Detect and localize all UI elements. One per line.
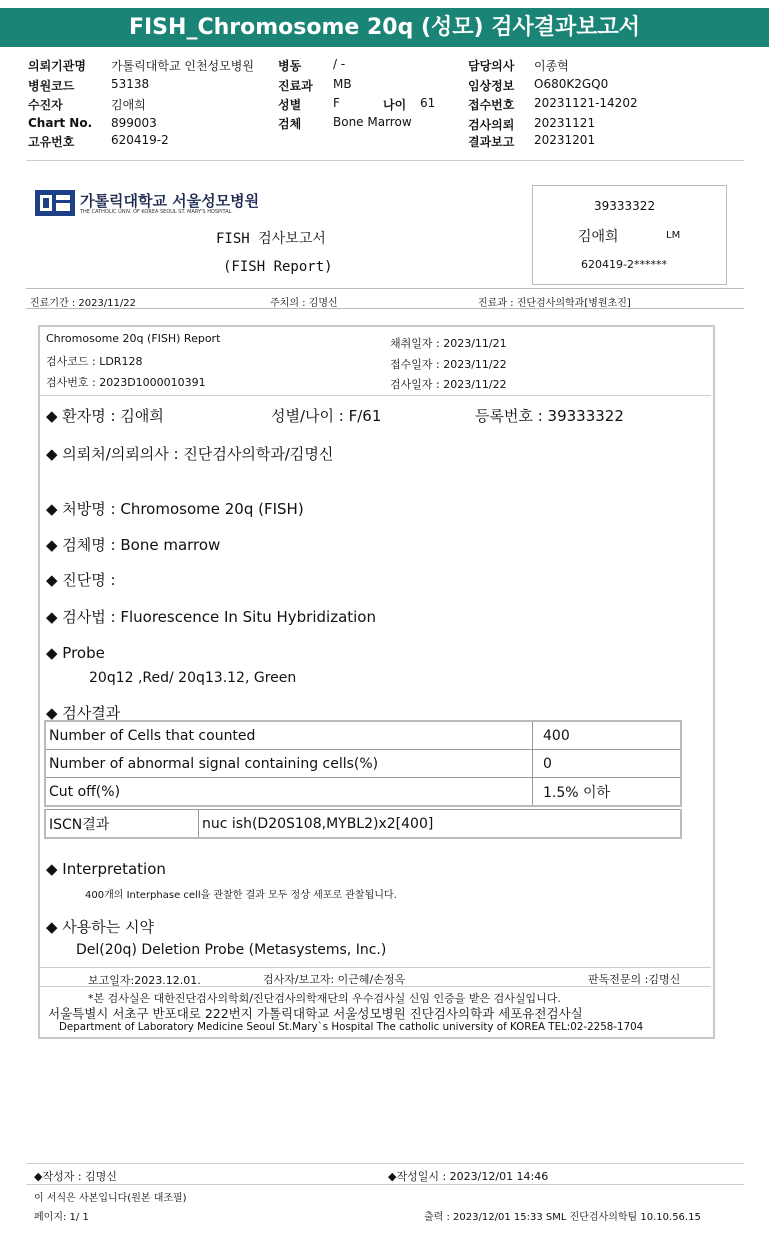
test-number: 검사번호 : 2023D1000010391 — [46, 376, 206, 389]
iscn-table — [44, 809, 682, 839]
visit-dept: 진료과 : 진단검사의학과[병원초진] — [478, 298, 631, 309]
header-value: 53138 — [111, 77, 150, 91]
header-value: 가톨릭대학교 인천성모병원 — [111, 59, 254, 73]
probe-value: 20q12 ,Red/ 20q13.12, Green — [89, 670, 297, 686]
report-subtitle: (FISH Report) — [223, 259, 333, 275]
table-row — [45, 721, 681, 750]
header-label: 병동 — [278, 59, 302, 73]
results-table — [44, 720, 682, 807]
reagent-label: ◆ 사용하는 시약 — [46, 918, 155, 936]
divider — [26, 1163, 744, 1164]
header-value: 20231121 — [534, 116, 596, 130]
patient-name: ◆ 환자명 : 김애희 — [46, 407, 164, 425]
header-label: 검사의뢰 — [468, 118, 515, 132]
divider — [26, 160, 744, 161]
patient-id-number: 39333322 — [594, 199, 656, 213]
divider — [40, 395, 711, 396]
lab-department-en: Department of Laboratory Medicine Seoul St.Mary`s Hospital The catholic university of KOREA TEL:02-2258-1704 — [59, 1021, 644, 1033]
header-label: 임상정보 — [468, 79, 515, 93]
header-value: F — [333, 96, 340, 110]
divider — [26, 1184, 744, 1185]
patient-id-name: 김애희 — [578, 229, 619, 245]
prescription: ◆ 처방명 : Chromosome 20q (FISH) — [46, 500, 304, 518]
diagnosis: ◆ 진단명 : — [46, 571, 116, 589]
patient-id-code: LM — [666, 230, 681, 241]
report-date: 보고일자:2023.12.01. — [88, 974, 201, 987]
table-row — [45, 750, 681, 778]
header-label: 접수번호 — [468, 98, 515, 112]
header-label: 성별 — [278, 98, 302, 112]
receive-date: 접수일자 : 2023/11/22 — [390, 358, 507, 371]
header-label: Chart No. — [28, 116, 93, 130]
header-label: 결과보고 — [468, 135, 515, 149]
patient-reg-number: 등록번호 : 39333322 — [475, 407, 624, 425]
header-value: 20231201 — [534, 133, 596, 147]
probe-label: ◆ Probe — [46, 644, 105, 662]
writer: ◆작성자 : 김명신 — [34, 1170, 117, 1183]
header-label: 의뢰기관명 — [28, 59, 86, 73]
test-code: 검사코드 : LDR128 — [46, 355, 143, 368]
iscn-label: ISCN결과 — [45, 810, 199, 839]
written-time: ◆작성일시 : 2023/12/01 14:46 — [388, 1170, 549, 1183]
interpretation-label: ◆ Interpretation — [46, 860, 166, 878]
report-title: FISH 검사보고서 — [216, 231, 326, 247]
results-label: ◆ 검사결과 — [46, 704, 121, 722]
header-value: 61 — [420, 96, 436, 110]
hospital-emblem-icon — [34, 189, 76, 217]
visit-period: 진료기간 : 2023/11/22 — [30, 298, 137, 309]
report-name: Chromosome 20q (FISH) Report — [46, 332, 221, 345]
header-value: 이종혁 — [534, 59, 569, 73]
hospital-name: 가톨릭대학교 서울성모병원 — [80, 192, 260, 210]
test-date: 검사일자 : 2023/11/22 — [390, 378, 507, 391]
collect-date: 채취일자 : 2023/11/21 — [390, 337, 507, 350]
result-value: 0 — [533, 750, 682, 778]
table-row — [45, 778, 681, 807]
patient-sex-age: 성별/나이 : F/61 — [271, 407, 382, 425]
header-value: 20231121-14202 — [534, 96, 638, 110]
hospital-name-en: THE CATHOLIC UNIV. OF KOREA SEOUL ST. MARY'S HOSPITAL — [80, 209, 232, 215]
iscn-value: nuc ish(D20S108,MYBL2)x2[400] — [199, 810, 682, 839]
reading-physician: 판독전문의 :김명신 — [588, 973, 681, 986]
header-label: 고유번호 — [28, 135, 75, 149]
header-label: 담당의사 — [468, 59, 515, 73]
result-label: Number of abnormal signal containing cells(%) — [45, 750, 533, 778]
specimen: ◆ 검체명 : Bone marrow — [46, 536, 221, 554]
hospital-logo — [34, 189, 76, 221]
lab-address: 서울특별시 서초구 반포대로 222번지 가톨릭대학교 서울성모병원 진단검사의학과 세포유전검사실 — [48, 1006, 583, 1021]
document-title: FISH_Chromosome 20q (성모) 검사결과보고서 — [0, 8, 769, 47]
header-label: 수진자 — [28, 98, 63, 112]
copy-note: 이 서식은 사본입니다(원본 대조필) — [34, 1193, 187, 1204]
page-number: 페이지: 1/ 1 — [34, 1212, 89, 1223]
header-label: 검체 — [278, 117, 302, 131]
divider — [26, 288, 744, 289]
patient-id-regno: 620419-2****** — [581, 258, 667, 271]
divider — [26, 308, 744, 309]
result-label: Number of Cells that counted — [45, 721, 533, 750]
header-label: 병원코드 — [28, 79, 75, 93]
result-label: Cut off(%) — [45, 778, 533, 807]
result-value: 1.5% 이하 — [533, 778, 682, 807]
reagent-value: Del(20q) Deletion Probe (Metasystems, Inc.) — [76, 942, 387, 958]
test-method: ◆ 검사법 : Fluorescence In Situ Hybridization — [46, 608, 376, 626]
header-value: 김애희 — [111, 98, 146, 112]
reporter: 검사자/보고자: 이근혜/손정옥 — [263, 973, 406, 986]
referrer: ◆ 의뢰처/의뢰의사 : 진단검사의학과/김명신 — [46, 445, 334, 463]
result-value: 400 — [533, 721, 682, 750]
print-info: 출력 : 2023/12/01 15:33 SML 진단검사의학팀 10.10.56.15 — [424, 1212, 701, 1223]
visit-doctor: 주치의 : 김명신 — [270, 298, 338, 309]
header-value: Bone Marrow — [333, 115, 412, 129]
header-value: MB — [333, 77, 352, 91]
header-label: 나이 — [383, 98, 407, 112]
header-value: / - — [333, 57, 346, 71]
divider — [40, 967, 711, 968]
certification-note: *본 검사실은 대한진단검사의학회/진단검사의학재단의 우수검사실 신임 인증을 받은 검사실입니다. — [88, 992, 561, 1005]
interpretation-text: 400개의 Interphase cell을 관찰한 결과 모두 정상 세포로 관찰됩니다. — [85, 890, 397, 901]
table-row — [45, 810, 681, 839]
divider — [40, 986, 711, 987]
header-value: 620419-2 — [111, 133, 169, 147]
header-value: O680K2GQ0 — [534, 77, 609, 91]
header-value: 899003 — [111, 116, 157, 130]
header-label: 진료과 — [278, 79, 313, 93]
